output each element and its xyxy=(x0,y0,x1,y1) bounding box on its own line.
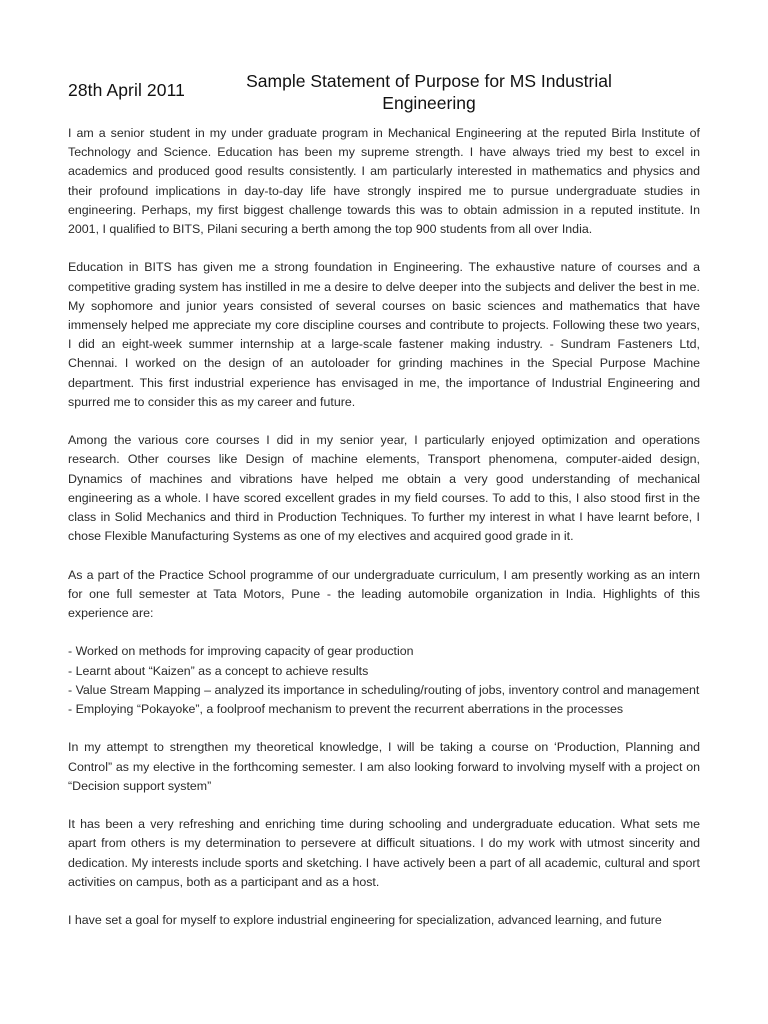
paragraph-education: Education in BITS has given me a strong foundation in Engineering. The exhaustive nature of courses and a competitive grading system has instilled in me a desire to delve deeper into the subjects and deliver the best in me. My sophomore and junior years consisted of several courses on basic sciences and mathematics that have immensely helped me appreciate my core discipline courses and contribute to projects. Following these two years, I did an eight-week summer internship at a large-scale fastener making industry. - Sundram Fasteners Ltd, Chennai. I worked on the design of an autoloader for grinding machines in the Special Purpose Machine department. This first industrial experience has envisaged in me, the importance of Industrial Engineering and spurred me to consider this as my career and future. xyxy=(68,260,700,409)
list-item: - Employing “Pokayoke”, a foolproof mechanism to prevent the recurrent aberrations in the processes xyxy=(68,702,624,717)
paragraph-internship: As a part of the Practice School programme of our undergraduate curriculum, I am presently working as an intern for one full semester at Tata Motors, Pune - the leading automobile organization in India. Highlights of this experience are: xyxy=(68,567,700,621)
paragraph-courses: Among the various core courses I did in my senior year, I particularly enjoyed optimization and operations research. Other courses like Design of machine elements, Transport phenomena, computer-aided design, Dynamics of machines and vibrations have helped me obtain a very good understanding of mechanical engineering as a whole. I have scored excellent grades in my field courses. To add to this, I also stood first in the class in Solid Mechanics and third in Production Techniques. To further my interest in what I have learnt before, I chose Flexible Manufacturing Systems as one of my electives and acquired good grade in it. xyxy=(68,433,700,544)
paragraph-goal: I have set a goal for myself to explore industrial engineering for specialization, advanced learning, and future xyxy=(68,913,662,928)
paragraph-intro: I am a senior student in my under graduate program in Mechanical Engineering at the reputed Birla Institute of Technology and Science. Education has been my supreme strength. I have always tried my best to excel in academics and produced good results consistently. I am particularly interested in mathematics and physics and their profound implications in day-to-day life have strongly inspired me to pursue undergraduate studies in engineering. Perhaps, my first biggest challenge towards this was to obtain admission in a reputed institute. In 2001, I qualified to BITS, Pilani securing a berth among the top 900 students from all over India. xyxy=(68,126,700,237)
paragraph-personal: It has been a very refreshing and enriching time during schooling and undergraduate education. What sets me apart from others is my determination to persevere at difficult situations. I do my work with utmost sincerity and dedication. My interests include sports and sketching. I have actively been a part of all academic, cultural and sport activities on campus, both as a participant and as a host. xyxy=(68,817,700,889)
list-item: - Value Stream Mapping – analyzed its importance in scheduling/routing of jobs, inventory control and management xyxy=(68,682,700,697)
highlights-list xyxy=(68,642,700,719)
list-item: - Worked on methods for improving capacity of gear production xyxy=(68,644,414,659)
document-date: 28th April 2011 xyxy=(68,80,185,100)
list-item: - Learnt about “Kaizen” as a concept to achieve results xyxy=(68,663,369,678)
document-body xyxy=(68,124,700,950)
paragraph-theory: In my attempt to strengthen my theoretical knowledge, I will be taking a course on ‘Production, Planning and Control” as my elective in the forthcoming semester. I am also looking forward to involving myself with a project on “Decision support system” xyxy=(68,740,700,793)
document-title: Sample Statement of Purpose for MS Industrial Engineering xyxy=(246,71,612,113)
